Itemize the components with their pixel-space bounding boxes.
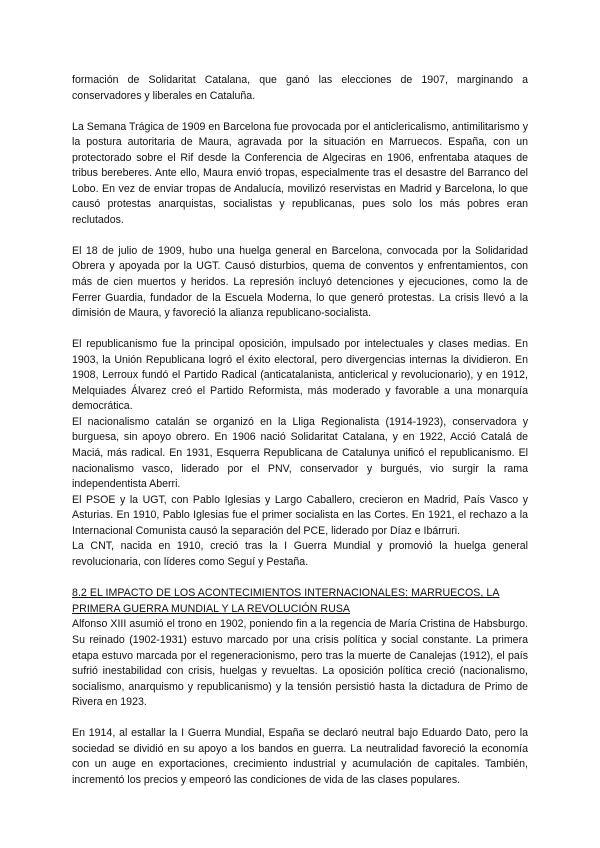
section-heading: 8.2 EL IMPACTO DE LOS ACONTECIMIENTOS INTERNACIONALES: MARRUECOS, LA PRIMERA GUERRA MUNDIAL Y LA REVOLUCIÓN RUSA [72, 587, 500, 615]
paragraph-semana-tragica: La Semana Trágica de 1909 en Barcelona fue provocada por el anticlericalismo, antimilitarismo y la postura autoritaria de Maura, agravada por la situación en Marruecos. España, con un protectorado sobre el Rif desde la Conferencia de Algeciras en 1906, enfrentaba ataques de tribus bereberes. Ante ello, Maura envió tropas, especialmente tras el desastre del Barranco del Lobo. En vez de enviar tropas de Andalucía, movilizó reservistas en Madrid y Barcelona, lo que causó protestas anarquistas, socialistas y republicanas, pues solo los más pobres eran reclutados. [72, 120, 528, 226]
paragraph-huelga-general: El 18 de julio de 1909, hubo una huelga general en Barcelona, convocada por la Solidaridad Obrera y apoyada por la UGT. Causó disturbios, quema de conventos y enfrentamientos, con más de cien muertos y heridos. La represión incluyó detenciones y ejecuciones, como la de Ferrer Guardia, fundador de la Escuela Moderna, lo que generó protestas. La crisis llevó a la dimisión de Maura, y favoreció la alianza republicano-socialista. [72, 244, 528, 320]
paragraph-solidaritat: formación de Solidaritat Catalana, que ganó las elecciones de 1907, marginando a conservadores y liberales en Cataluña. [72, 74, 528, 102]
paragraph-psoe-ugt: El PSOE y la UGT, con Pablo Iglesias y Largo Caballero, crecieron en Madrid, País Vasco y Asturias. En 1910, Pablo Iglesias fue el primer socialista en las Cortes. En 1921, el rechazo a la Internacional Comunista causó la separación del PCE, liderado por Díaz e Ibárruri. [72, 493, 528, 537]
paragraph-alfonso-xiii: Alfonso XIII asumió el trono en 1902, poniendo fin a la regencia de María Cristina de Habsburgo. Su reinado (1902-1931) estuvo marcado por una crisis política y social constante. La primera etapa estuvo marcada por el regeneracionismo, pero tras la muerte de Canalejas (1912), el país sufrió inestabilidad con crisis, huelgas y revueltas. La oposición política creció (nacionalismo, socialismo, anarquismo y republicanismo) y la tensión persistió hasta la dictadura de Primo de Rivera en 1923. [72, 618, 528, 709]
paragraph-republicanismo: El republicanismo fue la principal oposición, impulsado por intelectuales y clases medias. En 1903, la Unión Republicana logró el éxito electoral, pero divergencias internas la dividieron. En 1908, Lerroux fundó el Partido Radical (anticatalanista, anticlerical y revolucionario), y en 1912, Melquiades Álvarez creó el Partido Reformista, más moderado y favorable a una monarquía democrática. [72, 338, 528, 413]
paragraph-cnt: La CNT, nacida en 1910, creció tras la I Guerra Mundial y promovió la huelga general revolucionaria, con líderes como Seguí y Pestaña. [72, 540, 528, 568]
paragraph-nacionalismo: El nacionalismo catalán se organizó en la Lliga Regionalista (1914-1923), conservadora y burguesa, sin apoyo obrero. En 1906 nació Solidaritat Catalana, y en 1922, Acció Catalá de Maciá, más radical. En 1931, Esquerra Republicana de Catalunya unificó el republicanismo. El nacionalismo vasco, liderado por el PNV, conservador y burgués, vio surgir la rama independentista Aberri. [72, 415, 528, 491]
document-page [72, 73, 528, 788]
paragraph-primera-guerra: En 1914, al estallar la I Guerra Mundial, España se declaró neutral bajo Eduardo Dato, pero la sociedad se dividió en su apoyo a los bandos en guerra. La neutralidad favoreció la economía con un auge en exportaciones, crecimiento industrial y acumulación de capitales. También, incrementó los precios y empeoró las condiciones de vida de las clases populares. [72, 727, 528, 786]
